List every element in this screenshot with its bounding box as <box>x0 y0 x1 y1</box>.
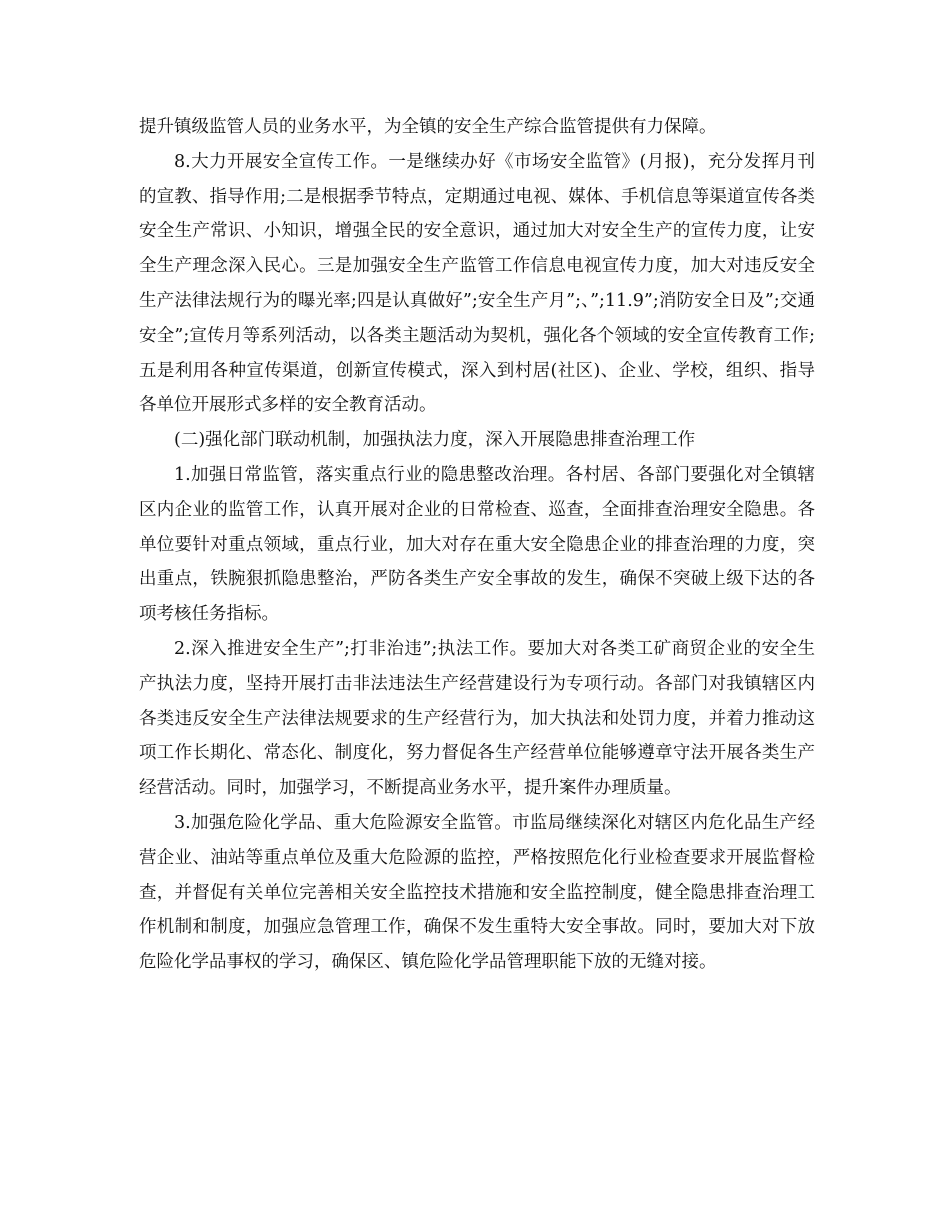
paragraph-item-1-daily-supervision: 1.加强日常监管，落实重点行业的隐患整改治理。各村居、各部门要强化对全镇辖区内企业的监管工作，认真开展对企业的日常检查、巡查，全面排查治理安全隐患。各单位要针对重点领域，重点行业，加大对存在重大安全隐患企业的排查治理的力度，突出重点，铁腕狠抓隐患整治，严防各类生产安全事故的发生，确保不突破上级下达的各项考核任务指标。 <box>139 464 815 625</box>
paragraph-item-2-law-enforcement: 2.深入推进安全生产”;打非治违”;执法工作。要加大对各类工矿商贸企业的安全生产执法力度，坚持开展打击非法违法生产经营建设行为专项行动。各部门对我镇辖区内各类违反安全生产法律法规要求的生产经营行为，加大执法和处罚力度，并着力推动这项工作长期化、常态化、制度化，努力督促各生产经营单位能够遵章守法开展各类生产经营活动。同时，加强学习，不断提高业务水平，提升案件办理质量。 <box>139 638 815 799</box>
paragraph-item-3-hazardous-chemicals: 3.加强危险化学品、重大危险源安全监管。市监局继续深化对辖区内危化品生产经营企业、油站等重点单位及重大危险源的监控，严格按照危化行业检查要求开展监督检查，并督促有关单位完善相关安全监控技术措施和安全监控制度，健全隐患排查治理工作机制和制度，加强应急管理工作，确保不发生重特大安全事故。同时，要加大对下放危险化学品事权的学习，确保区、镇危险化学品管理职能下放的无缝对接。 <box>139 812 815 973</box>
section-heading-2: (二)强化部门联动机制，加强执法力度，深入开展隐患排查治理工作 <box>174 430 696 451</box>
paragraph-item-8-publicity: 8.大力开展安全宣传工作。一是继续办好《市场安全监管》(月报)，充分发挥月刊的宣教、指导作用;二是根据季节特点，定期通过电视、媒体、手机信息等渠道宣传各类安全生产常识、小知识，增强全民的安全意识，通过加大对安全生产的宣传力度，让安全生产理念深入民心。三是加强安全生产监管工作信息电视宣传力度，加大对违反安全生产法律法规行为的曝光率;四是认真做好”;安全生产月”;、”;11.9”;消防安全日及”;交通安全”;宣传月等系列活动，以各类主题活动为契机，强化各个领域的安全宣传教育工作;五是利用各种宣传渠道，创新宣传模式，深入到村居(社区)、企业、学校，组织、指导各单位开展形式多样的安全教育活动。 <box>139 151 815 416</box>
paragraph-continuation: 提升镇级监管人员的业务水平，为全镇的安全生产综合监管提供有力保障。 <box>139 117 717 137</box>
document-body <box>139 110 815 980</box>
